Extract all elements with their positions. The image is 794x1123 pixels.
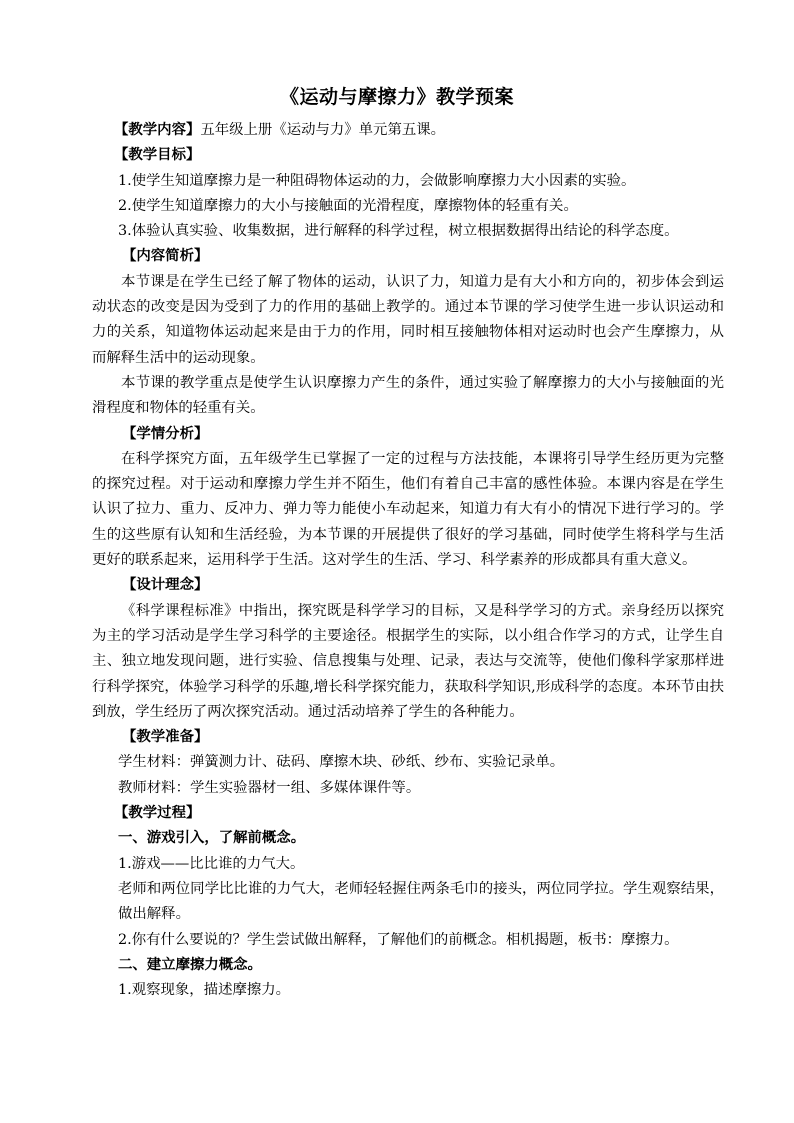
teaching-content-label: 【教学内容】	[114, 122, 201, 138]
goal-item-1: 1.使学生知道摩擦力是一种阻碍物体运动的力，会做影响摩擦力大小因素的实验。	[118, 172, 636, 189]
concept-heading: 【设计理念】	[122, 577, 209, 594]
page-title: 《运动与摩擦力》教学预案	[279, 86, 514, 108]
prep-item-1: 学生材料：弹簧测力计、砝码、摩擦木块、砂纸、纱布、实验记录单。	[118, 754, 565, 771]
summary-paragraph-1: 本节课是在学生已经了解了物体的运动，认识了力，知道力是有大小和方向的，初步体会到运动状态的改变是因为受到了力的作用的基础上教学的。通过本节课的学习使学生进一步认识运动和力的关系，知道物体运动起来是由于力的作用，同时相互接触物体相对运动时也会产生摩擦力，从而解释生活中的运动现象。	[92, 273, 724, 366]
section-1-item-1: 1.游戏——比比谁的力气大。	[118, 855, 305, 872]
prep-item-2: 教师材料：学生实验器材一组、多媒体课件等。	[118, 779, 421, 796]
goals-heading: 【教学目标】	[114, 147, 201, 164]
process-heading: 【教学过程】	[114, 805, 201, 822]
prep-heading: 【教学准备】	[122, 729, 209, 746]
concept-paragraph: 《科学课程标准》中指出，探究既是科学学习的目标，又是科学学习的方式。亲身经历以探究为主的学习活动是学生学习科学的主要途径。根据学生的实际，以小组合作学习的方式，让学生自主、独立地发现问题，进行实验、信息搜集与处理、记录，表达与交流等，使他们像科学家那样进行科学探究，体验学习科学的乐趣,增长科学探究能力，获取科学知识,形成科学的态度。本环节由扶到放，学生经历了两次探究活动。通过活动培养了学生的各种能力。	[92, 602, 724, 720]
teaching-content-line	[92, 118, 724, 143]
goal-item-3: 3.体验认真实验、收集数据，进行解释的科学过程，树立根据数据得出结论的科学态度。	[118, 223, 679, 240]
section-1-paragraph: 老师和两位同学比比谁的力气大，老师轻轻握住两条毛巾的接头，两位同学拉。学生观察结果，做出解释。	[118, 880, 724, 923]
analysis-paragraph: 在科学探究方面，五年级学生已掌握了一定的过程与方法技能，本课将引导学生经历更为完整的探究过程。对于运动和摩擦力学生并不陌生，他们有着自己丰富的感性体验。本课内容是在学生认识了拉力、重力、反冲力、弹力等力能使小车动起来，知道力有大有小的情况下进行学习的。学生的这些原有认知和生活经验，为本节课的开展提供了很好的学习基础，同时使学生将科学与生活更好的联系起来，运用科学于生活。这对学生的生活、学习、科学素养的形成都具有重大意义。	[92, 450, 724, 569]
teaching-content-text: 五年级上册《运动与力》单元第五课。	[200, 122, 446, 138]
section-2-item-1: 1.观察现象，描述摩擦力。	[118, 982, 291, 999]
section-2-title: 二、建立摩擦力概念。	[118, 956, 262, 973]
goal-item-2: 2.使学生知道摩擦力的大小与接触面的光滑程度，摩擦物体的轻重有关。	[118, 197, 578, 214]
analysis-heading: 【学情分析】	[122, 425, 209, 442]
document-body	[92, 118, 724, 1003]
summary-heading: 【内容简析】	[122, 248, 209, 265]
section-1-title: 一、游戏引入，了解前概念。	[118, 830, 306, 847]
section-1-item-2: 2.你有什么要说的？学生尝试做出解释，了解他们的前概念。相机揭题，板书：摩擦力。	[118, 931, 679, 948]
summary-paragraph-2: 本节课的教学重点是使学生认识摩擦力产生的条件，通过实验了解摩擦力的大小与接触面的光滑程度和物体的轻重有关。	[92, 374, 724, 417]
